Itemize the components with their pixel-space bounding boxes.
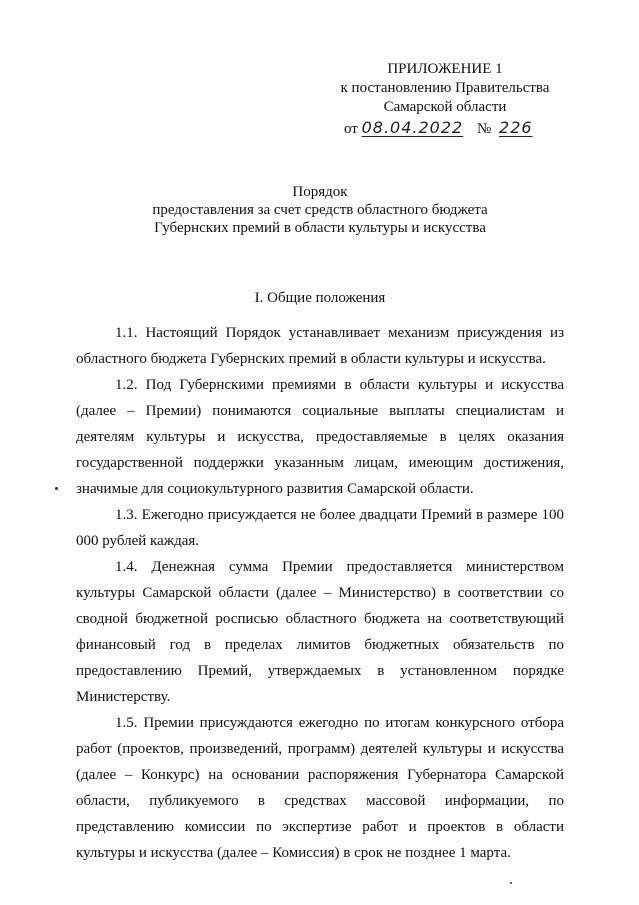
document-title — [60, 183, 580, 237]
appendix-title: ПРИЛОЖЕНИЕ 1 — [387, 61, 503, 77]
paragraph-1-2: 1.2. Под Губернскими премиями в области культуры и искусства (далее – Премии) понимаются социальные выплаты специалистам и деятелям культуры и искусства, предоставляемые в целях оказания государственной поддержки указанным лицам, имеющим достижения, значимые для социокультурного развития Самарской области. — [76, 377, 564, 497]
title-line-1: Порядок — [292, 184, 348, 200]
paragraph-1-1: 1.1. Настоящий Порядок устанавливает механизм присуждения из областного бюджета Губернских премий в области культуры и искусства. — [76, 325, 564, 367]
paragraph-1-5: 1.5. Премии присуждаются ежегодно по итогам конкурсного отбора работ (проектов, произведений, программ) деятелей культуры и искусства (далее – Конкурс) на основании распоряжения Губернатора Самарской области, публикуемого в средствах массовой информации, по представлению комиссии по экспертизе работ и проектов в области культуры и искусства (далее – Комиссия) в срок не позднее 1 марта. — [76, 715, 564, 861]
body-text — [76, 320, 564, 866]
section-title: I. Общие положения — [254, 290, 386, 306]
number-sign: № — [476, 121, 492, 137]
handwritten-date: 08.04.2022 — [361, 118, 464, 137]
appendix-header — [300, 60, 590, 139]
title-line-3: Губернских премий в области культуры и искусства — [154, 220, 486, 236]
appendix-line-2: Самарской области — [383, 99, 507, 115]
appendix-line-1: к постановлению Правительства — [340, 80, 550, 96]
scan-speck — [55, 487, 58, 490]
scan-speck — [510, 882, 512, 884]
paragraph-1-3: 1.3. Ежегодно присуждается не более двадцати Премий в размере 100 000 рублей каждая. — [76, 507, 564, 549]
date-prefix: от — [344, 121, 358, 137]
handwritten-number: 226 — [499, 118, 533, 137]
paragraph-1-4: 1.4. Денежная сумма Премии предоставляется министерством культуры Самарской области (далее – Министерство) в соответствии со сводной бюджетной росписью областного бюджета на соответствующий финансовый год в пределах лимитов бюджетных обязательств по предоставлению Премий, утверждаемых в установленном порядке Министерству. — [76, 559, 564, 705]
appendix-date-number-line — [300, 118, 590, 139]
title-line-2: предоставления за счет средств областного бюджета — [152, 202, 488, 218]
